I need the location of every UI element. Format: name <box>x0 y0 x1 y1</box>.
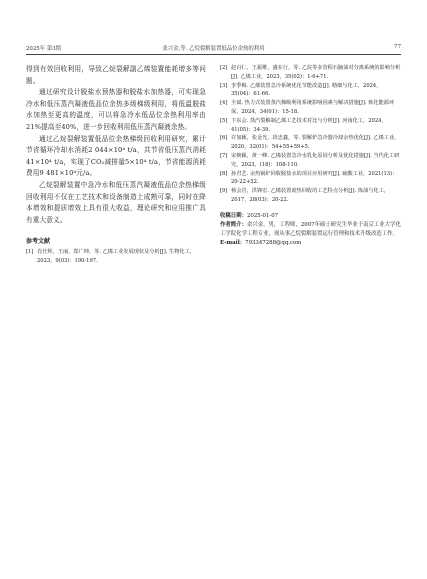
received-date-line <box>220 212 401 221</box>
body-paragraph: 通过乙烷裂解装置低品位余热梯级回收利用研究，累计节省循环冷却水消耗2 044×10⁴ t/a，共节省低压蒸汽消耗41×10⁴ t/a，实现了CO₂减排量5×10⁴ t/a，节省能源消耗费用9 481×10⁴元/a。 <box>26 134 206 178</box>
reference-item <box>220 64 401 82</box>
reference-number: [2] <box>220 65 228 71</box>
email-line <box>220 239 401 248</box>
reference-item <box>220 117 401 135</box>
reference-text: 卞东会. 蒸汽裂解制乙烯工艺技术对比与分析[J]. 河南化工，2024，41(05)：34-39. <box>231 117 387 133</box>
reference-number: [9] <box>220 188 228 195</box>
conclusion-paragraph: 乙烷裂解装置中急冷水和低压蒸汽凝液低品位余热梯级回收利用不仅在工艺技术和设备制造上成熟可靠，同时在降本增效和提质增效上具有很大收益，理论研究和应用推广具有重大意义。 <box>26 180 206 224</box>
body-paragraph: 得到有效回收利用，导致乙烷裂解副乙烯装置能耗增多等问题。 <box>26 65 206 85</box>
page-number: 77 <box>394 44 401 50</box>
reference-item <box>220 170 401 188</box>
right-column <box>220 64 401 248</box>
reference-number: [1] <box>26 249 34 256</box>
reference-text: 肖仕辉，王丽，郑广坤，等. 乙烯工业发展现状及分析[J]. 生物化工，2023，9(03)：190-197. <box>37 249 195 265</box>
reference-text: 赵百仁，王振维，盛在行，等. 乙烷等多管程石脑油对分离系统的影响分析[J]. 乙烯工业，2023，35(02)：1-6+71. <box>231 65 401 80</box>
author-text: 余兴金，男，工程师，2007年硕士研究生毕业于南京工业大学化工学院化学工程专业，现从事乙烷裂解装置运行管理和技术升级改造工作。 <box>220 221 401 237</box>
header-rule <box>26 54 401 55</box>
reference-text: 宋婉颖，黄一峰. 乙烯装置急冷水乳化原因分析及优化措施[J]. 当代化工研究，2023，(18)：108-110. <box>231 152 400 168</box>
reference-number: [4] <box>220 100 228 107</box>
left-column <box>26 64 206 266</box>
reference-number: [6] <box>220 135 228 142</box>
reference-item <box>220 187 401 205</box>
reference-item <box>220 99 401 117</box>
reference-number: [8] <box>220 170 228 177</box>
reference-text: 李季梅. 乙烯装置急冷系统优化节能改造[J]. 精细与化工，2024，35(04)：61-66. <box>231 82 382 98</box>
reference-text: 许加颖，张金光，段忠鑫，等. 裂解炉急冷器冷却余热优化[J]. 乙烯工业，2020，32(01)：54+55+59+5. <box>231 135 400 151</box>
received-label: 收稿日期： <box>220 212 247 219</box>
journal-issue: 2025年 第3期 <box>26 46 62 52</box>
author-bio <box>220 221 401 239</box>
reference-number: [7] <box>220 152 228 159</box>
reference-item <box>220 152 401 170</box>
references-heading: 参考文献 <box>26 238 51 246</box>
email-label: E-mail： <box>220 239 246 246</box>
email-address: 793347288@qq.com <box>245 239 302 246</box>
reference-item <box>220 134 401 152</box>
reference-number: [3] <box>220 82 228 89</box>
reference-item <box>26 248 206 266</box>
author-label: 作者简介： <box>220 221 247 228</box>
reference-number: [5] <box>220 117 228 124</box>
reference-text: 全斌. 热力式装置蒸汽梯级利用系统影响因素与解决措施[J]. 炼化能源环保，2024，34(01)：15-18. <box>231 100 395 115</box>
reference-text: 孙君艺. 余热锅炉回收脱盐水的项目应用研究[J]. 硫酸工业，2021(13)：20-22+52. <box>231 170 398 186</box>
body-paragraph: 通过研究设计脱盐水预热器和脱盐水加热器，可实现急冷水和低压蒸汽凝液低品位余热多级梯级利用，将低温脱盐水加热至更高的温度，可以将急冷水低品位余热利用率由21%提高至40%，进一步回收利用低压蒸汽凝液余热。 <box>26 88 206 131</box>
received-date: 2025-01-07 <box>246 212 279 219</box>
reference-text: 杨会岩，洪锋宏. 乙烯装置废热回收的工艺特点分析[J]. 炼油与化工，2017，28(03)：20-22. <box>231 188 389 203</box>
reference-item <box>220 82 401 100</box>
article-running-title: 张兴金,等. 乙烷裂解装置低品位余热的利用 <box>162 46 265 52</box>
